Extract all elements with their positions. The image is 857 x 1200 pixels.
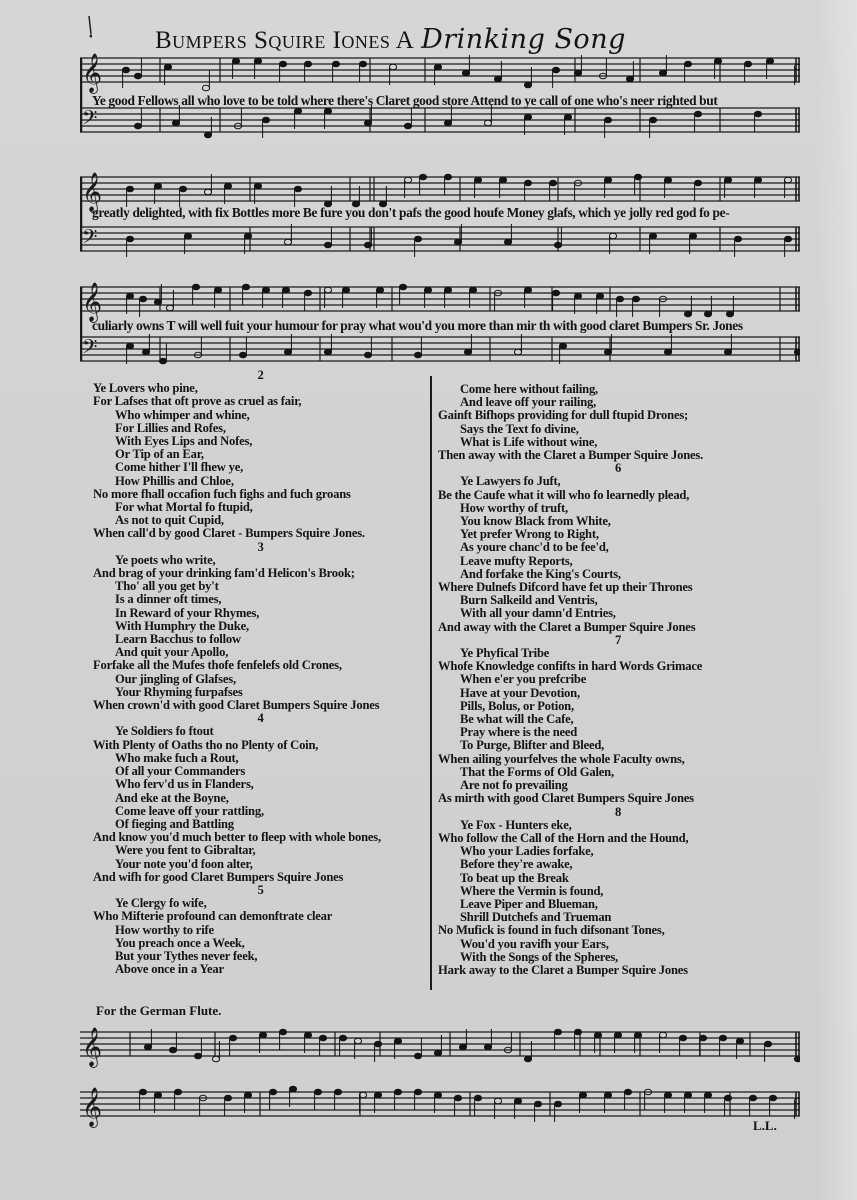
verse-line: Were you fent to Gibraltar, — [115, 843, 256, 858]
verse-line: Of fieging and Battling — [115, 816, 234, 831]
ink-mark — [88, 14, 92, 38]
verse-line: When e'er you prefcribe — [460, 672, 587, 687]
verse-line: But your Tythes never feek, — [115, 948, 258, 963]
verse-line: Burn Salkeild and Ventris, — [460, 593, 598, 608]
verse-line: That the Forms of Old Galen, — [460, 764, 614, 779]
verse-line: Before they're awake, — [460, 857, 573, 872]
verse-line: When call'd by good Claret - Bumpers Squire Jones. — [93, 526, 365, 541]
verse-line: Our jingling of Glafses, — [115, 671, 236, 686]
verse-line: Gainft Bifhops providing for dull ftupid Drones; — [438, 408, 689, 423]
verse-line: Leave Piper and Blueman, — [460, 896, 598, 911]
verse-line: Are not fo prevailing — [460, 778, 568, 793]
verse-line: When crown'd with good Claret Bumpers Squire Jones — [93, 698, 380, 713]
verse-line: Come hither I'll fhew ye, — [115, 460, 244, 475]
verse-line: Pills, Bolus, or Potion, — [460, 698, 574, 713]
verse-line: As youre chanc'd to be fee'd, — [460, 540, 609, 555]
verse-number: 2 — [257, 368, 264, 382]
lyric-line-1: Ye good Fellows all who love to be told where there's Claret good store Attend to ye call of one who's neer righted but — [92, 93, 718, 108]
verse-line: No Mufick is found in fuch difsonant Tones, — [438, 923, 665, 938]
verse-line: Pray where is the need — [460, 725, 578, 740]
verse-line: For what Mortal fo ftupid, — [115, 500, 253, 515]
lyric-line-3: culiarly owns T will well fuit your humour for pray what wou'd you more than mir th with good claret Bumpers Sr. Jones — [92, 318, 743, 333]
verse-line: Ye Phyfical Tribe — [460, 646, 550, 661]
verse-line: Says the Text fo divine, — [460, 421, 579, 436]
verse-line: Ye Clergy fo wife, — [115, 896, 207, 911]
verse-line: With Humphry the Duke, — [115, 618, 249, 633]
verse-line: Whofe Knowledge confifts in hard Words Grimace — [438, 659, 703, 674]
lyric-line-2: greatly delighted, with fix Bottles more Be fure you don't pafs the good houfe Money glafs, which ye jolly red god fo pe- — [92, 205, 730, 220]
svg-text:𝄢: 𝄢 — [82, 335, 98, 363]
title-caps: Bumpers Squire Iones A — [155, 27, 415, 54]
verse-line: Ye Fox - Hunters eke, — [460, 817, 572, 832]
verse-line: Come here without failing, — [460, 382, 598, 396]
svg-text:𝄞: 𝄞 — [82, 282, 103, 322]
verse-line: Where Dulnefs Difcord have fet up their Thrones — [438, 580, 693, 595]
verse-line: To beat up the Break — [460, 870, 569, 885]
verse-line: Be the Caufe what it will who fo learnedly plead, — [438, 487, 690, 502]
verse-number: 4 — [257, 711, 264, 726]
verse-line: Tho' all you get by't — [115, 579, 219, 594]
verses-right-column — [438, 383, 798, 977]
verse-line: Of all your Commanders — [115, 764, 246, 779]
verse-line: When ailing yourfelves the whole Faculty owns, — [438, 751, 685, 766]
verse-line: For Lillies and Rofes, — [115, 420, 226, 435]
verse-line: With the Songs of the Spheres, — [460, 949, 618, 964]
verses-left-column — [93, 369, 428, 976]
verse-line: And quit your Apollo, — [115, 645, 229, 660]
verse-line: Ye Soldiers fo ftout — [115, 724, 214, 739]
verse-line: Is a dinner oft times, — [115, 592, 222, 607]
verse-number: 7 — [614, 632, 622, 647]
verse-line: You know Black from White, — [460, 514, 611, 529]
verse-line: How Phillis and Chloe, — [115, 473, 234, 488]
svg-text:𝄢: 𝄢 — [82, 106, 98, 134]
verse-line: Ye Lovers who pine, — [93, 381, 198, 396]
verse-number: 3 — [257, 539, 264, 554]
svg-text:𝄞: 𝄞 — [82, 1027, 103, 1067]
flute-label: For the German Flute. — [96, 1003, 222, 1018]
verse-line: Above once in a Year — [115, 962, 224, 977]
verse-line: Who your Ladies forfake, — [460, 844, 594, 859]
verse-line: Who follow the Call of the Horn and the Hound, — [438, 830, 689, 845]
verse-line: Your note you'd foon alter, — [115, 856, 253, 871]
verse-line: Who ferv'd us in Flanders, — [115, 777, 254, 792]
verse-line: What is Life without wine, — [460, 434, 598, 449]
verse-line: And brag of your drinking fam'd Helicon's Brook; — [93, 566, 355, 581]
verse-line: Or Tip of an Ear, — [115, 447, 204, 462]
verse-line: Shrill Dutchefs and Trueman — [460, 910, 612, 925]
verse-line: Then away with the Claret a Bumper Squire Jones. — [438, 448, 704, 463]
verse-line: Learn Bacchus to follow — [115, 632, 241, 647]
verse-line: You preach once a Week, — [115, 935, 245, 950]
verse-line: With Plenty of Oaths tho no Plenty of Coin, — [93, 737, 319, 752]
verse-line: For Lafses that oft prove as cruel as fair, — [93, 394, 302, 409]
verse-line: No more fhall occafion fuch fighs and fuch groans — [93, 486, 351, 501]
verse-line: As not to quit Cupid, — [115, 513, 224, 528]
verse-line: To Purge, Blifter and Bleed, — [460, 738, 605, 753]
verse-line: And forfake the King's Courts, — [460, 566, 621, 581]
flute-staff — [80, 1020, 800, 1070]
verse-line: And eke at the Boyne, — [115, 790, 229, 805]
verse-line: And leave off your railing, — [460, 395, 597, 410]
verse-line: Who Mifterie profound can demonftrate clear — [93, 909, 333, 924]
svg-text:𝄢: 𝄢 — [82, 225, 98, 253]
verse-line: Have at your Devotion, — [460, 685, 580, 700]
svg-text:𝄞: 𝄞 — [82, 1087, 103, 1127]
column-divider — [430, 376, 432, 990]
verse-line: How worthy of truft, — [460, 500, 568, 515]
page-fold-shadow — [817, 0, 857, 1200]
verse-line: Leave mufty Reports, — [460, 553, 573, 568]
verse-line: Hark away to the Claret a Bumper Squire Jones — [438, 962, 688, 977]
svg-text:𝄞: 𝄞 — [82, 172, 103, 212]
title-script: Drinking Song — [421, 24, 626, 55]
verse-line: How worthy to rife — [115, 922, 214, 937]
verse-line: Come leave off your rattling, — [115, 803, 264, 818]
verse-line: Your Rhyming furpafses — [115, 684, 243, 699]
verse-line: And away with the Claret a Bumper Squire Jones — [438, 619, 696, 634]
verse-line: And know you'd much better to fleep with whole bones, — [93, 830, 381, 845]
verse-line: Who whimper and whine, — [115, 407, 250, 422]
verse-line: Forfake all the Mufes thofe fenfelefs old Crones, — [93, 658, 342, 673]
svg-text:𝄞: 𝄞 — [82, 53, 103, 93]
verse-line: Be what will the Cafe, — [460, 712, 574, 727]
engraver-signature: L.L. — [753, 1118, 777, 1133]
verse-line: With Eyes Lips and Nofes, — [115, 434, 253, 449]
verse-line: Who make fuch a Rout, — [115, 750, 239, 765]
verse-line: Yet prefer Wrong to Right, — [460, 527, 599, 542]
verse-number: 5 — [257, 882, 264, 897]
verse-line: With all your damn'd Entries, — [460, 606, 616, 621]
flute-staff — [80, 1080, 800, 1130]
verse-line: Wou'd you ravifh your Ears, — [460, 936, 609, 951]
verse-line: Ye Lawyers fo Juft, — [460, 474, 561, 489]
verse-number: 8 — [614, 804, 622, 819]
verse-number: 6 — [614, 461, 622, 476]
verse-line: Where the Vermin is found, — [460, 883, 604, 898]
verse-line: Ye poets who write, — [115, 552, 216, 567]
verse-line: As mirth with good Claret Bumpers Squire Jones — [438, 791, 694, 806]
verse-line: And wifh for good Claret Bumpers Squire Jones — [93, 869, 344, 884]
verse-line: In Reward of your Rhymes, — [115, 605, 260, 620]
